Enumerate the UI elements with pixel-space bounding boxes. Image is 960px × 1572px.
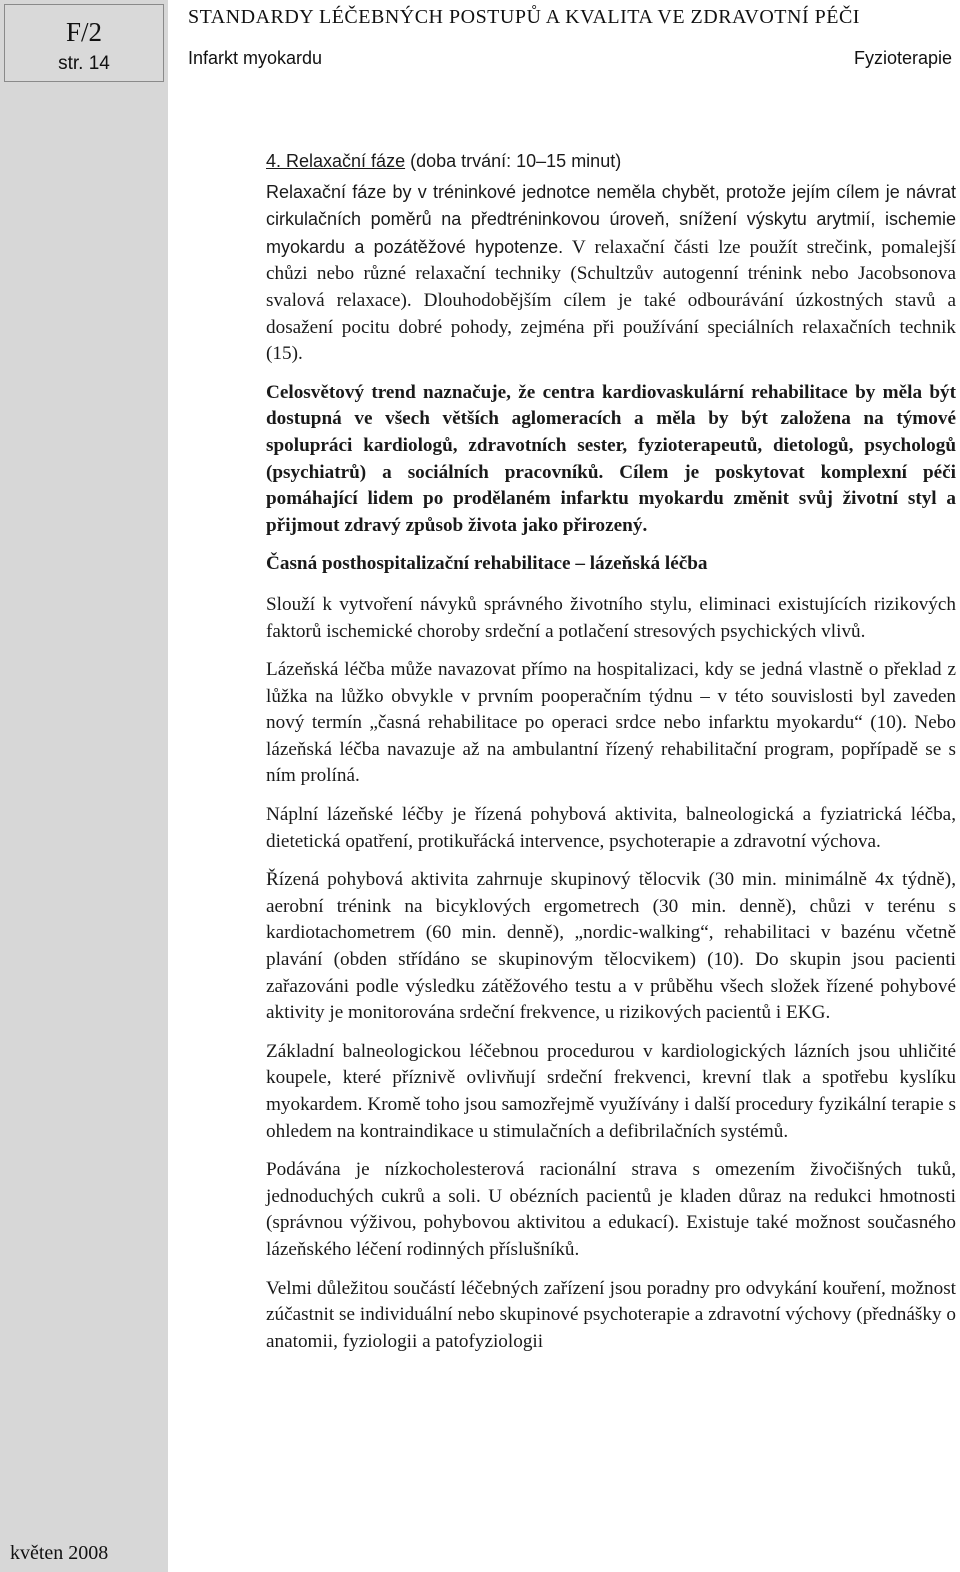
header-topic: Infarkt myokardu bbox=[188, 48, 323, 68]
paragraph: Velmi důležitou součástí léčebných zařízení jsou poradny pro odvykání kouření, možnost zúčastnit se individuální nebo skupinové psychoterapie a zdravotní výchovy (přednášky o anatomii, fyziologii a patofyziologii bbox=[266, 1277, 956, 1352]
relaxation-phase-duration: (doba trvání: 10–15 minut) bbox=[405, 151, 622, 171]
page-number: str. 14 bbox=[58, 53, 110, 74]
paragraph: Slouží k vytvoření návyků správného životního stylu, eliminaci existujících rizikových faktorů ischemické choroby srdeční a potlačení stresových psychických vlivů. bbox=[266, 593, 956, 642]
paragraph: Podávána je nízkocholesterová racionální strava s omezením živočišných tuků, jednoduchých cukrů a soli. U obézních pacientů je kladen důraz na redukci hmotnosti (správnou výživou, pohybovou aktivitou a edukací). Existuje také možnost současného lázeňského léčení rodinných příslušníků. bbox=[266, 1159, 956, 1260]
header-subtopic: Fyzioterapie bbox=[853, 48, 952, 68]
header-title: STANDARDY LÉČEBNÝCH POSTUPŮ A KVALITA VE ZDRAVOTNÍ PÉČI bbox=[188, 6, 860, 28]
relaxation-paragraph bbox=[266, 179, 956, 368]
article-body bbox=[266, 148, 956, 1367]
relaxation-paragraph-part2: V relaxační části lze použít strečink, pomalejší chůzi nebo různé relaxační techniky (Schultzův autogenní trénink nebo Jacobsonova svalová relaxace). Dlouhodobějším cílem je také odbourávání úzkostných stavů a dosažení pocitu dobré pohody, zejména při používání speciálních relaxačních technik (15). bbox=[266, 236, 956, 365]
relaxation-phase-heading bbox=[266, 148, 956, 175]
paragraph: Řízená pohybová aktivita zahrnuje skupinový tělocvik (30 min. minimálně 4x týdně), aerobní trénink na bicyklových ergometrech (30 min. denně), chůzi v terénu s kardiotachometrem (60 min. denně), „nordic-walking“, rehabilitaci v bazénu včetně plavání (obden střídáno se skupinovým tělocvikem) (10). Do skupin jsou pacienti zařazováni podle výsledku zátěžového testu a v průběhu všech složek řízené pohybové aktivity je monitorována srdeční frekvence, u rizikových pacientů i EKG. bbox=[266, 869, 956, 1024]
paragraph: Základní balneologickou léčebnou procedurou v kardiologických lázních jsou uhličité koupele, které příznivě ovlivňují srdeční frekvenci, krevní tlak a spotřebu kyslíku myokardem. Kromě toho jsou samozřejmě využívány i další procedury fyzikální terapie s ohledem na kontraindikace u stimulačních a defibrilačních systémů. bbox=[266, 1040, 956, 1142]
paragraph: Náplní lázeňské léčby je řízená pohybová aktivita, balneologická a fyziatrická léčba, dietetická opatření, protikuřácká intervence, psychoterapie a zdravotní výchova. bbox=[266, 804, 956, 852]
relaxation-phase-title: 4. Relaxační fáze bbox=[266, 151, 406, 171]
section-code: F/2 bbox=[65, 17, 103, 47]
page-label-box bbox=[4, 4, 164, 82]
bold-summary-paragraph: Celosvětový trend naznačuje, že centra kardiovaskulární rehabilitace by měla být dostupná ve všech větších aglomeracích a měla by být založena na týmové spolupráci kardiologů, zdravotních sester, fyzioterapeutů, dietologů, psychologů (psychiatrů) a sociálních pracovníků. Cílem je poskytovat komplexní péči pomáhající lidem po prodělaném infarktu myokardu změnit svůj životní styl a přijmout zdravý způsob života jako přirozený. bbox=[266, 381, 956, 536]
publication-date: květen 2008 bbox=[10, 1542, 109, 1564]
relaxation-paragraph-part1: Relaxační fáze by v tréninkové jednotce neměla chybět, protože jejím cílem je návrat cirkulačních poměrů na předtréninkovou úroveň, snížení výskytu arytmií, ischemie myokardu a pozátěžové hypotenze. bbox=[266, 181, 956, 257]
sidebar bbox=[0, 0, 168, 1572]
paragraph: Lázeňská léčba může navazovat přímo na hospitalizaci, kdy se jedná vlastně o překlad z lůžka na lůžko obvykle v prvním pooperačním týdnu – v této souvislosti byl zaveden nový termín „časná rehabilitace po operaci srdce nebo infarktu myokardu“ (10). Nebo lázeňská léčba navazuje až na ambulantní řízený rehabilitační program, popřípadě se s ním prolíná. bbox=[266, 659, 956, 787]
section-heading: Časná posthospitalizační rehabilitace – lázeňská léčba bbox=[266, 553, 708, 575]
